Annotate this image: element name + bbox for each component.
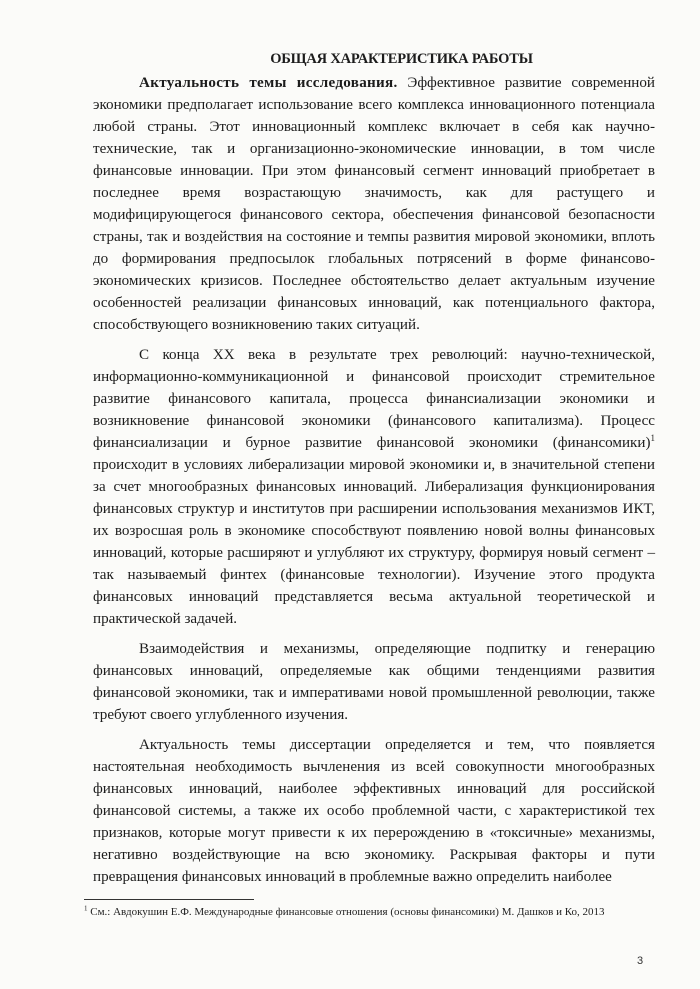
paragraph-text: Актуальность темы диссертации определяется и тем, что появляется настоятельная необходимость вычленения из всей совокупности многообразных финансовых инноваций, наиболее эффективных инноваций для российской финансовой системы, а также их особо проблемной части, с характеристикой тех признаков, которые могут привести к их перерождению в «токсичные» механизмы, негативно воздействующие на всю экономику. Раскрывая факторы и пути превращения финансовых инноваций в проблемные важно определить наиболее bbox=[93, 737, 655, 885]
section-heading: ОБЩАЯ ХАРАКТЕРИСТИКА РАБОТЫ bbox=[270, 51, 533, 67]
paragraph-text: Эффективное развитие современной экономики предполагает использование всего комплекса инновационного потенциала любой страны. Этот инновационный комплекс включает в себя как научно-технические, так и организационно-экономические инновации, в том числе финансовые инновации. При этом финансовый сегмент инноваций приобретает в последнее время возрастающую значимость, как для растущего и модифицирующегося финансового сектора, обеспечения финансовой безопасности страны, так и воздействия на состояние и темпы развития мировой экономики, вплоть до формирования предпосылок глобальных потрясений в форме финансово-экономических кризисов. Последнее обстоятельство делает актуальным изучение особенностей реализации финансовых инноваций, как потенциального фактора, способствующего возникновению таких ситуаций. bbox=[93, 75, 655, 333]
paragraph-text: С конца XX века в результате трех революций: научно-технической, информационно-коммуникационной и финансовой происходит стремительное развитие финансового капитала, процесса финансиализации экономики и возникновение финансовой экономики (финансового капитализма). Процесс финансиализации и бурное развитие финансовой экономики (финансомики) bbox=[93, 347, 655, 451]
body-text bbox=[93, 48, 655, 896]
footnote-mark: 1 bbox=[84, 904, 88, 913]
paragraph-revolutions bbox=[93, 344, 655, 630]
paragraph-lead: Актуальность темы исследования. bbox=[139, 75, 398, 91]
page-number: 3 bbox=[637, 955, 644, 967]
paragraph-text: Взаимодействия и механизмы, определяющие подпитку и генерацию финансовых инноваций, определяемые как общими тенденциями развития финансовой экономики, так и императивами новой промышленной революции, также требуют своего углубленного изучения. bbox=[93, 641, 655, 723]
footnote bbox=[84, 905, 624, 919]
paragraph-text: происходит в условиях либерализации мировой экономики и, в значительной степени за счет многообразных финансовых инноваций. Либерализация функционирования финансовых структур и институтов при расширении использования механизмов ИКТ, их возросшая роль в экономике способствуют появлению новой волны финансовых инноваций, которые расширяют и углубляют их структуру, формируя новый сегмент – так называемый финтех (финансовые технологии). Изучение этого продукта финансовых инноваций представляется весьма актуальной теоретической и практической задачей. bbox=[93, 457, 655, 627]
footnote-separator bbox=[84, 899, 254, 900]
footnote-text: См.: Авдокушин Е.Ф. Международные финансовые отношения (основы финансомики) М. Дашков и Ко, 2013 bbox=[87, 906, 605, 918]
paragraph-relevance bbox=[93, 72, 655, 336]
paragraph-mechanisms bbox=[93, 638, 655, 726]
paragraph-dissertation bbox=[93, 734, 655, 888]
footnote-reference[interactable]: 1 bbox=[650, 432, 655, 443]
